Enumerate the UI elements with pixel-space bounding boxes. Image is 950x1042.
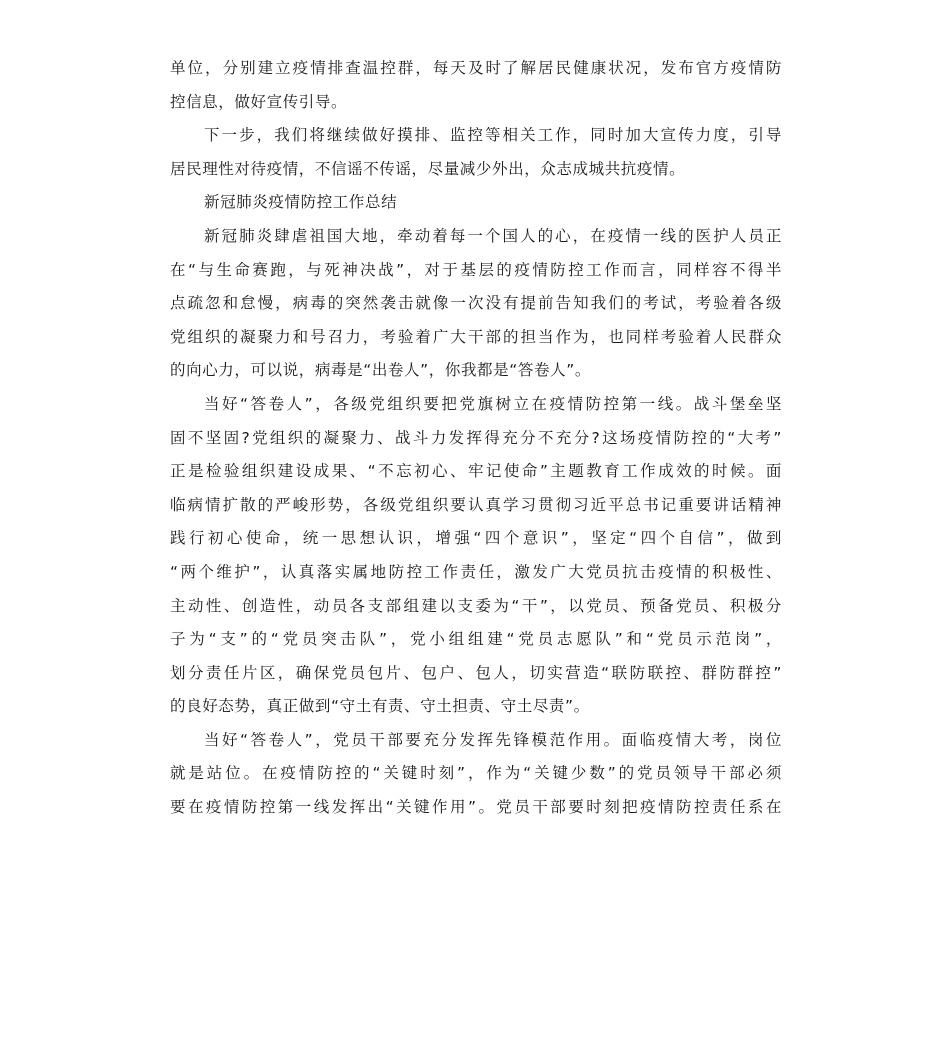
text-line: “两个维护”，认真落实属地防控工作责任，激发广大党员抗击疫情的积极性、 bbox=[170, 562, 782, 581]
text-line: 新冠肺炎疫情防控工作总结 bbox=[204, 193, 398, 212]
text-line: 当好“答卷人”，党员干部要充分发挥先锋模范作用。面临疫情大考，岗位 bbox=[204, 730, 782, 749]
text-line: 主动性、创造性，动员各支部组建以支委为“干”，以党员、预备党员、积极分 bbox=[170, 596, 782, 615]
text-line: 正是检验组织建设成果、“不忘初心、牢记使命”主题教育工作成效的时候。面 bbox=[170, 462, 782, 481]
text-line: 的向心力，可以说，病毒是“出卷人”，你我都是“答卷人”。 bbox=[170, 361, 591, 380]
text-line: 居民理性对待疫情，不信谣不传谣，尽量减少外出，众志成城共抗疫情。 bbox=[170, 159, 686, 178]
text-line: 划分责任片区，确保党员包片、包户、包人，切实营造“联防联控、群防群控” bbox=[170, 663, 782, 682]
text-line: 在“与生命赛跑，与死神决战”，对于基层的疫情防控工作而言，同样容不得半 bbox=[170, 260, 782, 279]
text-line: 单位，分别建立疫情排查温控群，每天及时了解居民健康状况，发布官方疫情防 bbox=[170, 59, 782, 77]
text-line: 党组织的凝聚力和号召力，考验着广大干部的担当作为，也同样考验着人民群众 bbox=[170, 327, 782, 346]
text-line: 新冠肺炎肆虐祖国大地，牵动着每一个国人的心，在疫情一线的医护人员正 bbox=[204, 226, 782, 245]
text-line: 点疏忽和怠慢，病毒的突然袭击就像一次没有提前告知我们的考试，考验着各级 bbox=[170, 294, 782, 313]
text-line: 下一步，我们将继续做好摸排、监控等相关工作，同时加大宣传力度，引导 bbox=[204, 126, 782, 145]
text-line: 要在疫情防控第一线发挥出“关键作用”。党员干部要时刻把疫情防控责任系在 bbox=[170, 798, 782, 817]
text-line: 就是站位。在疫情防控的“关键时刻”，作为“关键少数”的党员领导干部必须 bbox=[170, 764, 782, 783]
text-line: 当好“答卷人”，各级党组织要把党旗树立在疫情防控第一线。战斗堡垒坚 bbox=[204, 394, 782, 413]
text-line: 临病情扩散的严峻形势，各级党组织要认真学习贯彻习近平总书记重要讲话精神 bbox=[170, 495, 782, 514]
text-line: 子为“支”的“党员突击队”，党小组组建“党员志愿队”和“党员示范岗”， bbox=[170, 630, 782, 649]
text-line: 固不坚固?党组织的凝聚力、战斗力发挥得充分不充分?这场疫情防控的“大考” bbox=[170, 428, 782, 447]
document-body bbox=[170, 52, 782, 825]
text-line: 的良好态势，真正做到“守土有责、守土担责、守土尽责”。 bbox=[170, 697, 590, 716]
text-line: 践行初心使命，统一思想认识，增强“四个意识”，坚定“四个自信”，做到 bbox=[170, 529, 782, 548]
text-line: 控信息，做好宣传引导。 bbox=[170, 92, 348, 111]
